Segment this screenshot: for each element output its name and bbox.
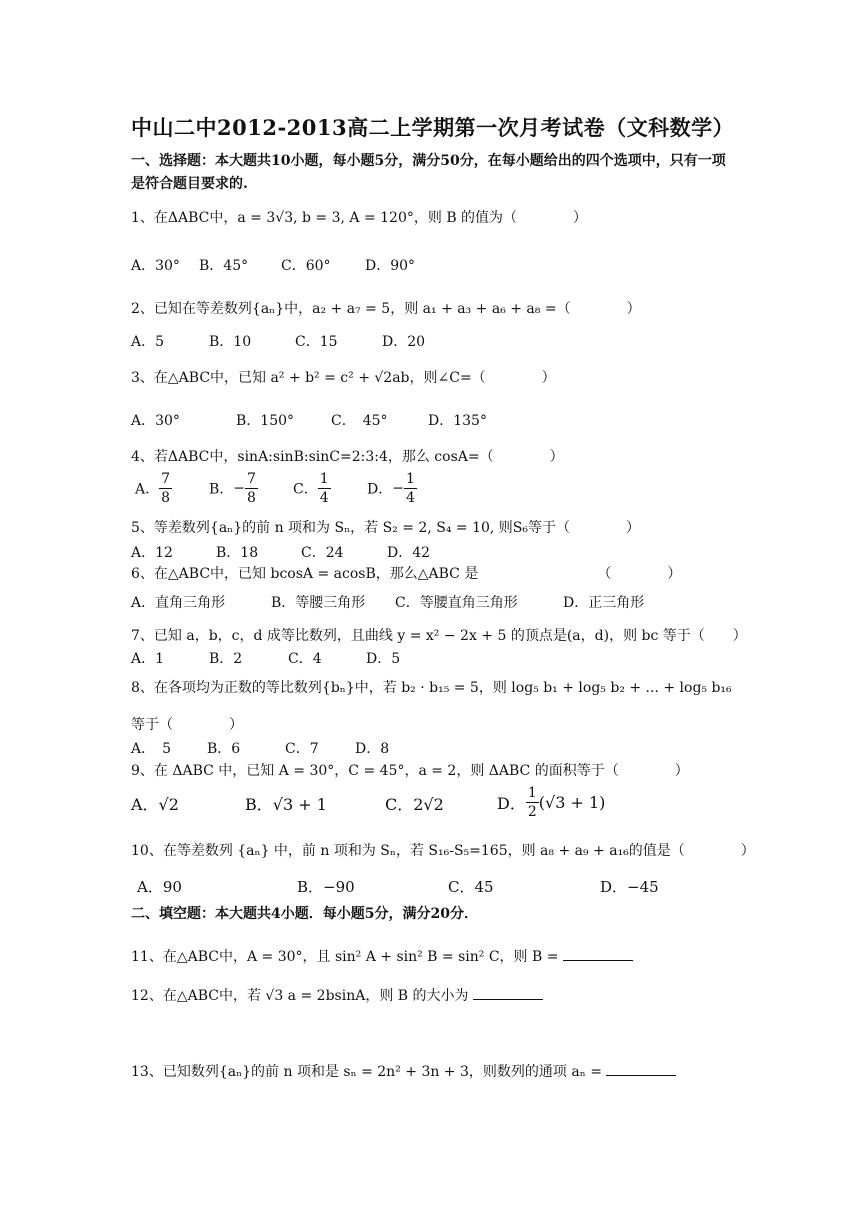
question-12 [131, 985, 543, 1005]
option-d: D．90° [365, 258, 416, 274]
question-8-continued: 等于（ ） [131, 717, 243, 733]
fraction-denominator: 4 [405, 490, 415, 506]
option-d: D．135° [428, 413, 487, 429]
question-7: 7、已知 a，b，c，d 成等比数列，且曲线 y = x² − 2x + 5 的顶点是(a，d)，则 bc 等于（ ） [131, 628, 747, 644]
option-c: C．7 [285, 741, 319, 757]
question-11 [131, 946, 633, 966]
question-8: 8、在各项均为正数的等比数列{bₙ}中，若 b₂ · b₁₅ = 5，则 log₅ b₁ + log₅ b₂ + ... + log₅ b₁₆ [131, 680, 732, 696]
option-c [293, 470, 331, 507]
option-b: B．45° [199, 258, 249, 274]
option-c: C．4 [288, 651, 322, 667]
option-c: C．24 [301, 545, 344, 561]
option-c: C．等腰直角三角形 [395, 595, 518, 611]
option-c: C．15 [295, 334, 338, 350]
answer-blank [563, 946, 633, 961]
fraction [526, 784, 539, 821]
fraction-numerator: 7 [161, 471, 171, 487]
option-label: A． [135, 481, 160, 498]
option-a: A．30° [131, 413, 180, 429]
fraction-denominator: 8 [247, 490, 256, 506]
fraction [159, 470, 172, 507]
answer-blank [473, 985, 543, 1000]
option-b: B．−90 [297, 878, 355, 896]
option-a: A．直角三角形 [131, 595, 226, 611]
option-a: A．√2 [131, 795, 179, 814]
question-2: 2、已知在等差数列{aₙ}中，a₂ + a₇ = 5，则 a₁ + a₃ + a₆ + a₈ =（ ） [131, 301, 641, 317]
fraction-numerator: 7 [247, 471, 256, 487]
fraction [404, 470, 417, 507]
option-a: A．5 [131, 334, 165, 350]
option-b: B．150° [236, 413, 295, 429]
question-13 [131, 1061, 676, 1081]
question-9: 9、在 ΔABC 中，已知 A = 30°，C = 45°，a = 2，则 ΔABC 的面积等于（ ） [131, 763, 689, 779]
option-c: C．45 [448, 878, 494, 896]
answer-blank [606, 1061, 676, 1076]
section-2-heading: 二、填空题：本大题共4小题．每小题5分，满分20分． [131, 906, 478, 922]
option-b: B．6 [207, 741, 241, 757]
question-13-text: 13、已知数列{aₙ}的前 n 项和是 sₙ = 2n² + 3n + 3，则数列的通项 aₙ = [131, 1064, 602, 1080]
option-b: B．10 [209, 334, 252, 350]
option-d: D．42 [387, 545, 431, 561]
question-10: 10、在等差数列 {aₙ} 中，前 n 项和为 Sₙ，若 S₁₆-S₅=165，则 a₈ + a₉ + a₁₆的值是（ ） [131, 843, 755, 859]
option-label: B． [209, 481, 234, 498]
option-d: D．−45 [600, 878, 659, 896]
option-d: D．20 [382, 334, 426, 350]
question-3: 3、在△ABC中，已知 a² + b² = c² + √2ab，则∠C=（ ） [131, 370, 556, 386]
question-4: 4、若ΔABC中，sinA:sinB:sinC=2:3:4，那么 cosA=（ ） [131, 449, 564, 465]
option-d: D．正三角形 [563, 595, 645, 611]
option-a: A．12 [131, 545, 173, 561]
fraction-denominator: 2 [527, 804, 537, 820]
option-d [497, 784, 605, 821]
option-a: A． 5 [131, 741, 172, 757]
question-12-text: 12、在△ABC中，若 √3 a = 2bsinA，则 B 的大小为 [131, 988, 469, 1004]
option-c: C． 45° [331, 413, 388, 429]
question-11-text: 11、在△ABC中，A = 30°，且 sin² A + sin² B = sin² C，则 B = [131, 949, 559, 965]
option-b [209, 470, 258, 507]
fraction-denominator: 8 [161, 490, 171, 506]
option-label: D． [497, 794, 526, 813]
option-sign: − [233, 480, 246, 497]
question-5: 5、等差数列{aₙ}的前 n 项和为 Sₙ，若 S₂ = 2, S₄ = 10, 则S₆等于（ ） [131, 520, 640, 536]
fraction [318, 470, 331, 507]
option-a [135, 470, 172, 507]
question-1: 1、在ΔABC中，a = 3√3, b = 3, A = 120°，则 B 的值为（ ） [131, 210, 588, 226]
fraction [245, 470, 258, 507]
page-title: 中山二中2012-2013高二上学期第一次月考试卷（文科数学） [131, 115, 735, 140]
option-b: B．等腰三角形 [271, 595, 366, 611]
question-6: 6、在△ABC中，已知 bcosA = acosB，那么△ABC 是 （ ） [131, 566, 682, 582]
fraction-denominator: 4 [319, 490, 329, 506]
option-d: D．5 [366, 651, 401, 667]
option-label: C． [293, 481, 318, 498]
fraction-numerator: 1 [319, 471, 329, 487]
option-expression: (√3 + 1) [538, 793, 606, 812]
option-c: C．60° [281, 258, 331, 274]
option-c: C．2√2 [385, 795, 444, 814]
option-label: D． [367, 481, 393, 498]
option-a: A．1 [131, 651, 165, 667]
option-b: B．2 [209, 651, 243, 667]
option-d [367, 470, 417, 507]
option-b: B．√3 + 1 [245, 795, 327, 814]
option-a: A．30° [131, 258, 180, 274]
option-b: B．18 [216, 545, 259, 561]
option-sign: − [392, 480, 404, 497]
fraction-numerator: 1 [527, 785, 537, 801]
option-a: A．90 [137, 878, 182, 896]
fraction-numerator: 1 [405, 471, 415, 487]
option-d: D．8 [355, 741, 390, 757]
section-1-heading: 一、选择题：本大题共10小题，每小题5分，满分50分，在每小题给出的四个选项中，只有一项是符合题目要求的. [131, 153, 726, 192]
